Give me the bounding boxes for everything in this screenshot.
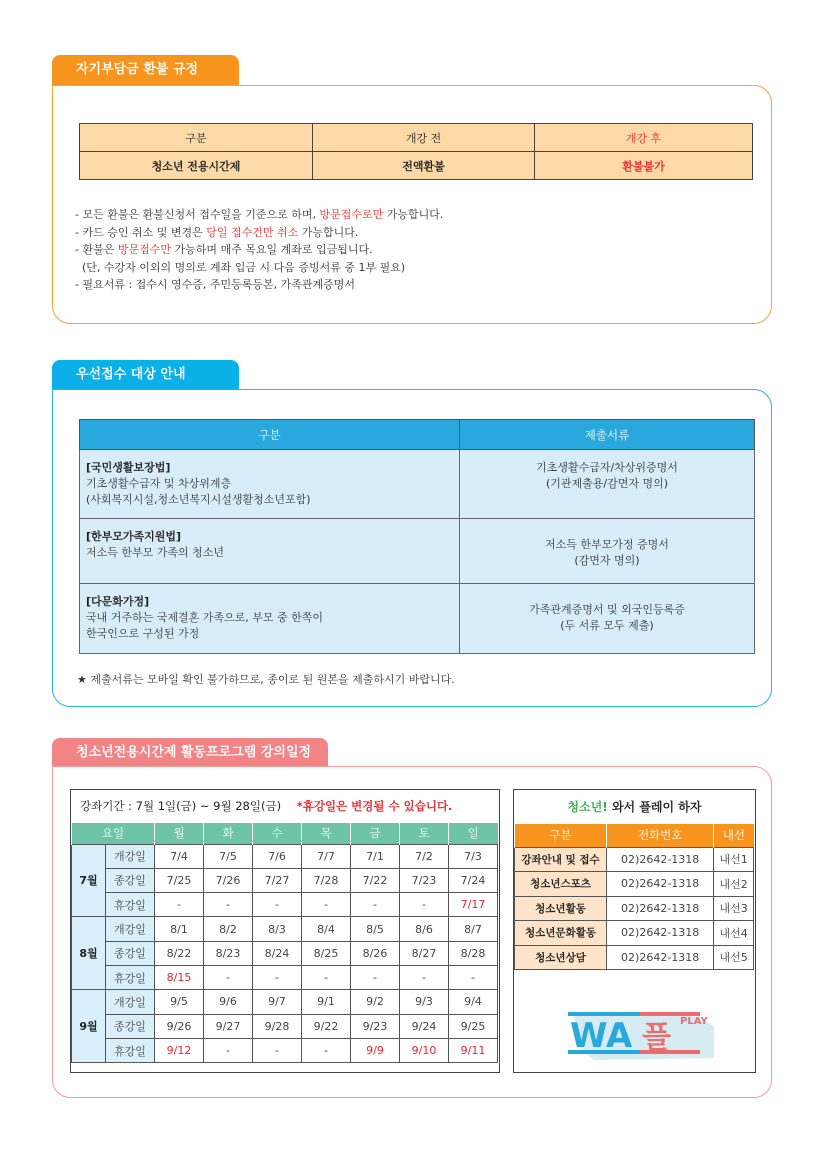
table-row: [80, 519, 755, 584]
table-row: [72, 917, 498, 941]
note-text: - 카드 승인 취소 및 변경은: [75, 225, 207, 239]
contact-category: 강좌안내 및 접수: [515, 847, 607, 872]
note-line: [75, 206, 443, 224]
date-cell: -: [302, 893, 351, 917]
date-cell: 7/25: [155, 868, 204, 892]
row-kind-label: 종강일: [106, 1014, 155, 1038]
document-label: 기초생활수급자/차상위증명서: [536, 461, 678, 474]
table-cell: [80, 519, 460, 584]
date-cell: 7/17: [449, 893, 498, 917]
row-kind-label: 종강일: [106, 941, 155, 965]
table-row: [515, 847, 754, 872]
table-header: 요일: [72, 823, 155, 844]
date-cell: 7/23: [400, 868, 449, 892]
refund-box: [52, 85, 772, 324]
note-text: - 환불은: [75, 243, 118, 256]
note-highlight: 당일 접수건만 취소: [206, 225, 299, 239]
date-cell: 8/6: [400, 917, 449, 941]
note-line: [75, 241, 443, 259]
category-label: [한부모가족지원법]: [86, 530, 182, 543]
table-header: 수: [253, 823, 302, 844]
date-cell: 9/7: [253, 990, 302, 1014]
table-header: 구분: [515, 824, 607, 847]
table-row: [72, 844, 498, 868]
date-cell: 9/5: [155, 990, 204, 1014]
schedule-header: [71, 790, 499, 823]
date-cell: 7/28: [302, 868, 351, 892]
category-label: [다문화가정]: [86, 595, 150, 608]
phone-number: 02)2642-1318: [607, 847, 714, 872]
table-header: 화: [204, 823, 253, 844]
date-cell: 7/1: [351, 844, 400, 868]
row-kind-label: 휴강일: [106, 965, 155, 989]
date-cell: 8/23: [204, 941, 253, 965]
table-cell: [80, 584, 460, 654]
table-row: [72, 990, 498, 1014]
category-desc: 저소득 한부모 가족의 청소년: [86, 546, 225, 559]
date-cell: 9/3: [400, 990, 449, 1014]
table-row: [515, 896, 754, 921]
table-row: [72, 1038, 498, 1062]
date-cell: 9/10: [400, 1038, 449, 1062]
row-kind-label: 휴강일: [106, 893, 155, 917]
priority-table: [79, 419, 755, 654]
date-cell: 9/1: [302, 990, 351, 1014]
date-cell: -: [204, 1038, 253, 1062]
priority-box: [52, 389, 772, 707]
schedule-warning: *휴강일은 변경될 수 있습니다.: [296, 799, 453, 813]
table-cell: [460, 450, 755, 519]
row-kind-label: 종강일: [106, 868, 155, 892]
table-header-row: [515, 824, 754, 847]
table-header: 구분: [80, 124, 313, 152]
date-cell: 9/2: [351, 990, 400, 1014]
date-cell: 9/28: [253, 1014, 302, 1038]
table-header: 구분: [80, 420, 460, 450]
date-cell: 9/24: [400, 1014, 449, 1038]
table-row: [80, 152, 753, 180]
document-label: (기관제출용/감면자 명의): [545, 477, 669, 490]
extension: 내선3: [714, 896, 754, 921]
date-cell: 7/27: [253, 868, 302, 892]
date-cell: 8/2: [204, 917, 253, 941]
refund-notes: [75, 206, 443, 294]
table-header: 토: [400, 823, 449, 844]
note-line: [75, 224, 443, 242]
date-cell: 8/25: [302, 941, 351, 965]
date-cell: -: [302, 965, 351, 989]
refund-table: [79, 123, 753, 180]
date-cell: 9/27: [204, 1014, 253, 1038]
table-header: 제출서류: [460, 420, 755, 450]
table-row: [515, 921, 754, 946]
svg-text:플: 플: [642, 1020, 671, 1055]
month-label: 7월: [72, 844, 106, 917]
month-label: 9월: [72, 990, 106, 1063]
date-cell: 7/26: [204, 868, 253, 892]
table-header: 일: [449, 823, 498, 844]
extension: 내선4: [714, 921, 754, 946]
date-cell: -: [155, 893, 204, 917]
table-cell: 청소년 전용시간제: [80, 152, 313, 180]
date-cell: -: [400, 965, 449, 989]
category-label: [국민생활보장법]: [86, 461, 171, 474]
schedule-box: [52, 766, 772, 1098]
date-cell: -: [449, 965, 498, 989]
date-cell: 8/4: [302, 917, 351, 941]
date-cell: 7/5: [204, 844, 253, 868]
date-cell: 7/4: [155, 844, 204, 868]
note-text: 가능합니다.: [383, 208, 444, 221]
date-cell: 8/7: [449, 917, 498, 941]
table-row: [72, 868, 498, 892]
date-cell: 9/26: [155, 1014, 204, 1038]
note-text: - 필요서류 : 접수시 영수증, 주민등록등본, 가족관계증명서: [75, 278, 356, 291]
date-cell: 9/25: [449, 1014, 498, 1038]
date-cell: -: [253, 893, 302, 917]
date-cell: 7/22: [351, 868, 400, 892]
table-header: 목: [302, 823, 351, 844]
schedule-table: [71, 823, 498, 1063]
contact-category: 청소년상담: [515, 945, 607, 970]
note-text: 가능하며 매주 목요일 계좌로 입금됩니다.: [170, 243, 373, 256]
date-cell: 9/11: [449, 1038, 498, 1062]
date-cell: 8/1: [155, 917, 204, 941]
note-text: - 모든 환불은 환불신청서 접수일을 기준으로 하며,: [75, 208, 320, 221]
document-label: 저소득 한부모가정 증명서: [545, 538, 669, 551]
table-cell: [460, 584, 755, 654]
contact-category: 청소년문화활동: [515, 921, 607, 946]
table-header: 개강 전: [313, 124, 535, 152]
table-row: [515, 872, 754, 897]
table-header: 월: [155, 823, 204, 844]
phone-number: 02)2642-1318: [607, 945, 714, 970]
date-cell: -: [204, 965, 253, 989]
date-cell: -: [253, 965, 302, 989]
date-cell: 9/6: [204, 990, 253, 1014]
contact-table: [514, 824, 754, 970]
date-cell: 9/23: [351, 1014, 400, 1038]
schedule-panel: [70, 789, 500, 1073]
category-desc: 국내 거주하는 국제결혼 가족으로, 부모 중 한쪽이: [86, 611, 323, 624]
note-text: 가능합니다.: [298, 225, 359, 239]
table-header: 전화번호: [607, 824, 714, 847]
contact-title: [514, 790, 755, 824]
course-period: 강좌기간 : 7월 1일(금) ~ 9월 28일(금): [80, 799, 282, 813]
date-cell: 8/24: [253, 941, 302, 965]
row-kind-label: 휴강일: [106, 1038, 155, 1062]
table-cell: [80, 450, 460, 519]
extension: 내선2: [714, 872, 754, 897]
priority-note: ★ 제출서류는 모바일 확인 불가하므로, 종이로 된 원본을 제출하시기 바랍니다.: [77, 673, 455, 686]
document-label: (두 서류 모두 제출): [560, 619, 654, 632]
note-line: [75, 259, 443, 277]
date-cell: -: [400, 893, 449, 917]
date-cell: 8/3: [253, 917, 302, 941]
table-row: [72, 941, 498, 965]
refund-tab-title: 자기부담금 환불 규정: [52, 55, 239, 85]
schedule-tab-title: 청소년전용시간제 활동프로그램 강의일정: [52, 738, 328, 768]
date-cell: 7/24: [449, 868, 498, 892]
date-cell: -: [204, 893, 253, 917]
table-header: 개강 후: [535, 124, 753, 152]
row-kind-label: 개강일: [106, 990, 155, 1014]
note-line: [75, 276, 443, 294]
note-highlight: 방문접수만: [117, 243, 171, 256]
date-cell: 7/6: [253, 844, 302, 868]
priority-tab-title: 우선접수 대상 안내: [52, 360, 239, 390]
extension: 내선1: [714, 847, 754, 872]
date-cell: -: [302, 1038, 351, 1062]
date-cell: 8/28: [449, 941, 498, 965]
phone-number: 02)2642-1318: [607, 896, 714, 921]
category-desc: 기초생활수급자 및 차상위계층: [86, 477, 232, 490]
category-desc: (사회복지시설,청소년복지시설생활청소년포함): [86, 493, 311, 506]
date-cell: 8/5: [351, 917, 400, 941]
date-cell: 9/22: [302, 1014, 351, 1038]
table-header: 금: [351, 823, 400, 844]
table-row: [80, 450, 755, 519]
table-row: [515, 945, 754, 970]
table-row: [72, 1014, 498, 1038]
date-cell: 8/26: [351, 941, 400, 965]
date-cell: 7/2: [400, 844, 449, 868]
date-cell: 7/7: [302, 844, 351, 868]
document-label: (감면자 명의): [574, 554, 640, 567]
table-cell: 전액환불: [313, 152, 535, 180]
note-highlight: 방문접수로만: [319, 208, 384, 221]
table-row: [72, 965, 498, 989]
row-kind-label: 개강일: [106, 844, 155, 868]
date-cell: 8/27: [400, 941, 449, 965]
table-cell: [460, 519, 755, 584]
table-row: [80, 124, 753, 152]
contact-category: 청소년활동: [515, 896, 607, 921]
contact-category: 청소년스포츠: [515, 872, 607, 897]
date-cell: 8/15: [155, 965, 204, 989]
date-cell: 9/12: [155, 1038, 204, 1062]
phone-number: 02)2642-1318: [607, 872, 714, 897]
phone-number: 02)2642-1318: [607, 921, 714, 946]
wa-play-logo-icon: [564, 1008, 724, 1064]
row-kind-label: 개강일: [106, 917, 155, 941]
table-row: [80, 584, 755, 654]
month-label: 8월: [72, 917, 106, 990]
table-row: [72, 893, 498, 917]
date-cell: 7/3: [449, 844, 498, 868]
table-cell: 환불불가: [535, 152, 753, 180]
date-cell: 9/4: [449, 990, 498, 1014]
svg-text:WA: WA: [570, 1016, 633, 1056]
category-desc: 한국인으로 구성된 가정: [86, 627, 200, 640]
date-cell: 8/22: [155, 941, 204, 965]
table-header-row: [72, 823, 498, 844]
note-text: (단, 수강자 이외의 명의로 계좌 입금 시 다음 증빙서류 중 1부 필요): [75, 260, 406, 274]
contact-title-text: 와서 플레이 하자: [607, 800, 702, 814]
contact-panel: [513, 789, 756, 1073]
date-cell: 9/9: [351, 1038, 400, 1062]
svg-text:PLAY: PLAY: [680, 1016, 708, 1027]
extension: 내선5: [714, 945, 754, 970]
date-cell: -: [351, 965, 400, 989]
table-header: 내선: [714, 824, 754, 847]
table-header-row: [80, 420, 755, 450]
document-label: 가족관계증명서 및 외국인등록증: [529, 603, 685, 616]
date-cell: -: [253, 1038, 302, 1062]
date-cell: -: [351, 893, 400, 917]
contact-title-highlight: 청소년!: [567, 800, 608, 814]
